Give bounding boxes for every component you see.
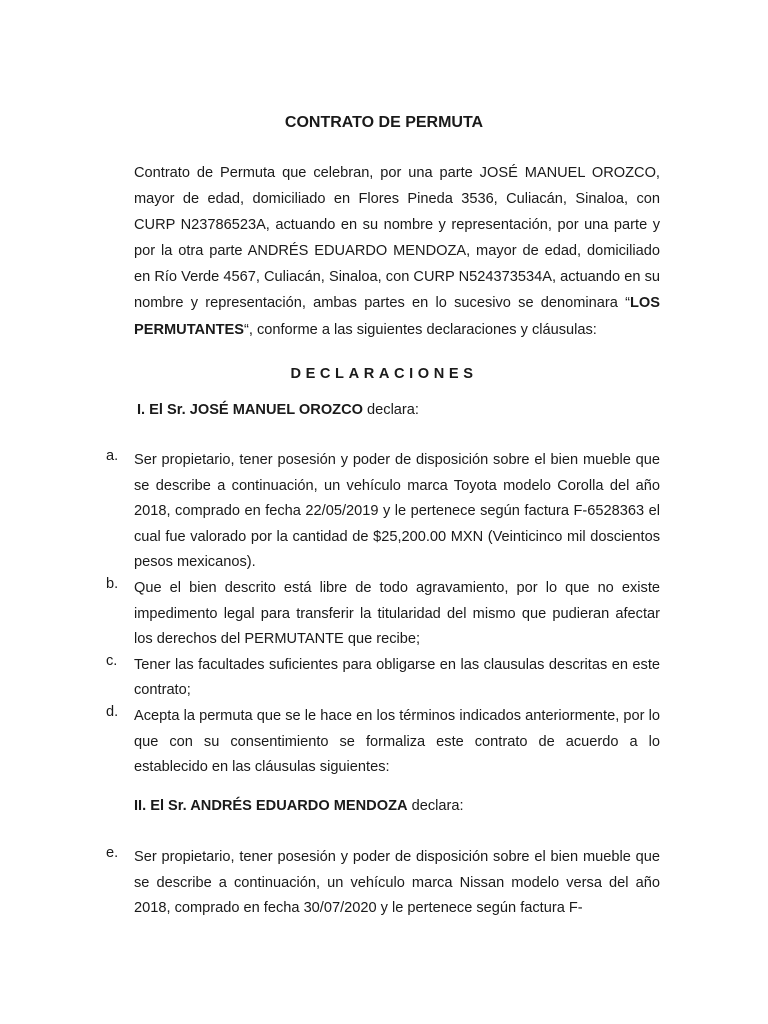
party-1-declara: declara:: [362, 402, 419, 418]
list-item: [0, 845, 768, 922]
list-marker: e.: [106, 845, 119, 861]
party-2-declara: declara:: [407, 798, 464, 814]
party-1-name: I. El Sr. JOSÉ MANUEL OROZCO: [137, 402, 363, 418]
party-2-heading: [134, 798, 464, 814]
party-1-list: [0, 448, 768, 781]
intro-bold-los-permutantes: LOS PERMUTANTES: [134, 295, 660, 338]
list-item: [0, 576, 768, 653]
document-title: CONTRATO DE PERMUTA: [284, 114, 484, 131]
declaraciones-heading: DECLARACIONES: [290, 366, 478, 382]
list-item: [0, 448, 768, 576]
party-2-list: [0, 845, 768, 922]
list-item-text: Ser propietario, tener posesión y poder de disposición sobre el bien mueble que se describe a continuación, un vehículo marca Nissan modelo versa del año 2018, comprado en fecha 30/07/2020 y le pertenece según factura F-: [134, 849, 660, 917]
list-marker: b.: [106, 575, 119, 592]
party-1-heading: [137, 402, 419, 418]
list-item: [0, 704, 768, 781]
list-marker: c.: [106, 652, 118, 669]
list-item-text: Tener las facultades suficientes para obligarse en las clausulas descritas en este contrato;: [134, 656, 660, 699]
party-2-name: II. El Sr. ANDRÉS EDUARDO MENDOZA: [134, 798, 408, 814]
intro-text-2: “, conforme a las siguientes declaraciones y cláusulas:: [244, 321, 597, 338]
list-item-text: Acepta la permuta que se le hace en los términos indicados anteriormente, por lo que con su consentimiento se formaliza este contrato de acuerdo a lo establecido en las cláusulas siguientes:: [134, 707, 660, 776]
list-item: [0, 653, 768, 704]
intro-paragraph: [134, 160, 660, 343]
intro-text-1: Contrato de Permuta que celebran, por una parte JOSÉ MANUEL OROZCO, mayor de edad, domiciliado en Flores Pineda 3536, Culiacán, Sinaloa, con CURP N23786523A, actuando en su nombre y representación, por una parte y por la otra parte ANDRÉS EDUARDO MENDOZA, mayor de edad, domiciliado en Río Verde 4567, Culiacán, Sinaloa, con CURP N524373534A, actuando en su nombre y representación, ambas partes en lo sucesivo se denominara “: [134, 165, 660, 312]
list-marker: d.: [106, 703, 119, 720]
list-item-text: Que el bien descrito está libre de todo agravamiento, por lo que no existe impedimento legal para transferir la titularidad del mismo que pudieran afectar los derechos del PERMUTANTE que recibe;: [134, 579, 660, 648]
list-marker: a.: [106, 448, 119, 464]
list-item-text: Ser propietario, tener posesión y poder de disposición sobre el bien mueble que se describe a continuación, un vehículo marca Toyota modelo Corolla del año 2018, comprado en fecha 22/05/2019 y le pertenece según factura F-6528363 el cual fue valorado por la cantidad de $25,200.00 MXN (Veinticinco mil doscientos pesos mexicanos).: [134, 452, 660, 571]
